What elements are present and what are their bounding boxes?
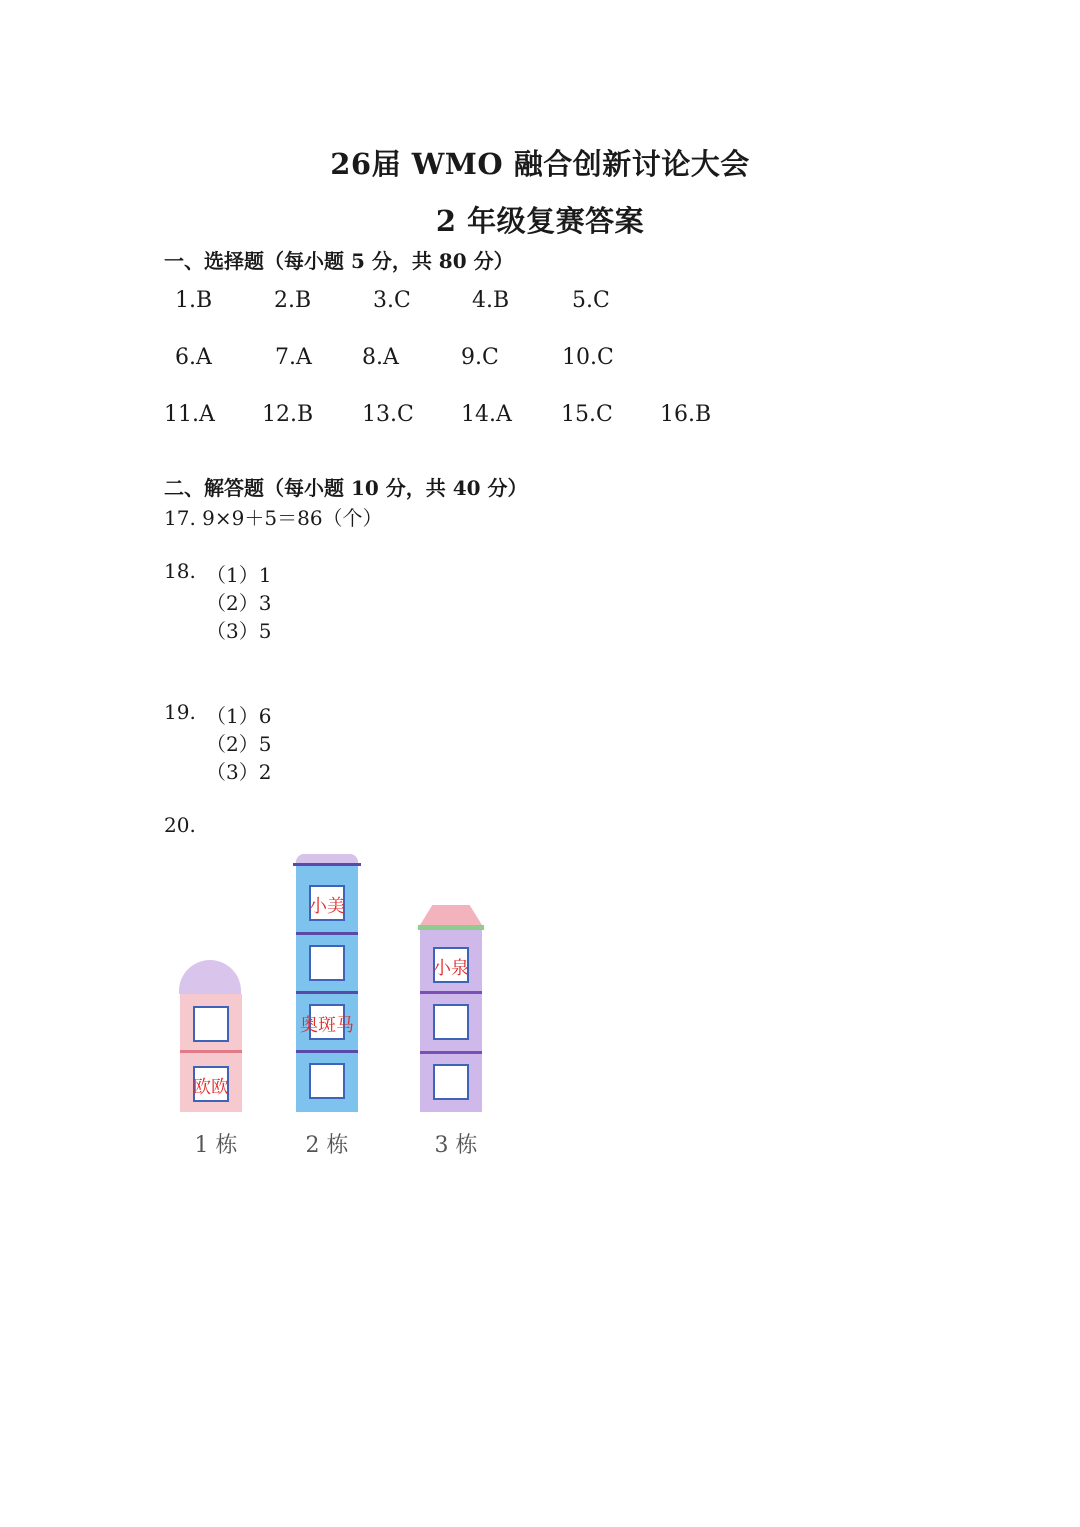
section-solution-heading: 二、解答题（每小题 10 分，共 40 分）	[164, 476, 528, 500]
resident-name: 奥斑马	[300, 1015, 354, 1036]
building-label: 3 栋	[434, 1133, 478, 1158]
window	[193, 1006, 229, 1042]
question-19-part: （1）6	[206, 704, 272, 728]
page-subtitle: 2 年级复赛答案	[435, 204, 645, 238]
answer-item: 12.B	[262, 402, 314, 427]
building-1-floor-line	[180, 1050, 242, 1053]
building-label: 1 栋	[194, 1133, 238, 1158]
window	[309, 1063, 345, 1099]
answer-item: 9.C	[461, 345, 499, 370]
question-19-number: 19.	[164, 700, 196, 724]
answer-item: 14.A	[461, 402, 512, 427]
answer-item: 1.B	[175, 288, 213, 313]
answer-item: 2.B	[274, 288, 312, 313]
resident-name: 小美	[309, 896, 345, 917]
building-2-floor-line	[296, 932, 358, 935]
window	[309, 945, 345, 981]
building-1-roof	[179, 960, 241, 994]
building-2-floor-line	[296, 1050, 358, 1053]
window	[433, 1064, 469, 1100]
question-20-number: 20.	[164, 813, 196, 837]
section-choice-heading: 一、选择题（每小题 5 分，共 80 分）	[164, 249, 514, 273]
answer-item: 13.C	[362, 402, 414, 427]
answer-item: 16.B	[660, 402, 712, 427]
building-label: 2 栋	[305, 1133, 349, 1158]
question-18-part: （1）1	[206, 563, 272, 587]
question-17-answer: 17. 9×9＋5＝86（个）	[164, 506, 383, 530]
answer-item: 5.C	[572, 288, 610, 313]
answer-item: 8.A	[362, 345, 399, 370]
resident-name: 欧欧	[193, 1077, 229, 1098]
question-18-number: 18.	[164, 559, 196, 583]
question-18-part: （2）3	[206, 591, 272, 615]
answer-item: 10.C	[562, 345, 614, 370]
page-title: 26届 WMO 融合创新讨论大会	[330, 147, 750, 181]
answer-item: 7.A	[275, 345, 312, 370]
building-3-floor-line	[420, 991, 482, 994]
question-18-part: （3）5	[206, 619, 272, 643]
answer-item: 6.A	[175, 345, 212, 370]
answer-item: 4.B	[472, 288, 510, 313]
building-3-roof	[420, 905, 482, 925]
question-19-part: （2）5	[206, 732, 272, 756]
answer-item: 11.A	[164, 402, 215, 427]
resident-name: 小泉	[433, 958, 469, 979]
building-2-floor-line	[296, 991, 358, 994]
question-19-part: （3）2	[206, 760, 272, 784]
answer-item: 3.C	[373, 288, 411, 313]
answer-item: 15.C	[561, 402, 613, 427]
window	[433, 1004, 469, 1040]
building-3-floor-line	[420, 1051, 482, 1054]
